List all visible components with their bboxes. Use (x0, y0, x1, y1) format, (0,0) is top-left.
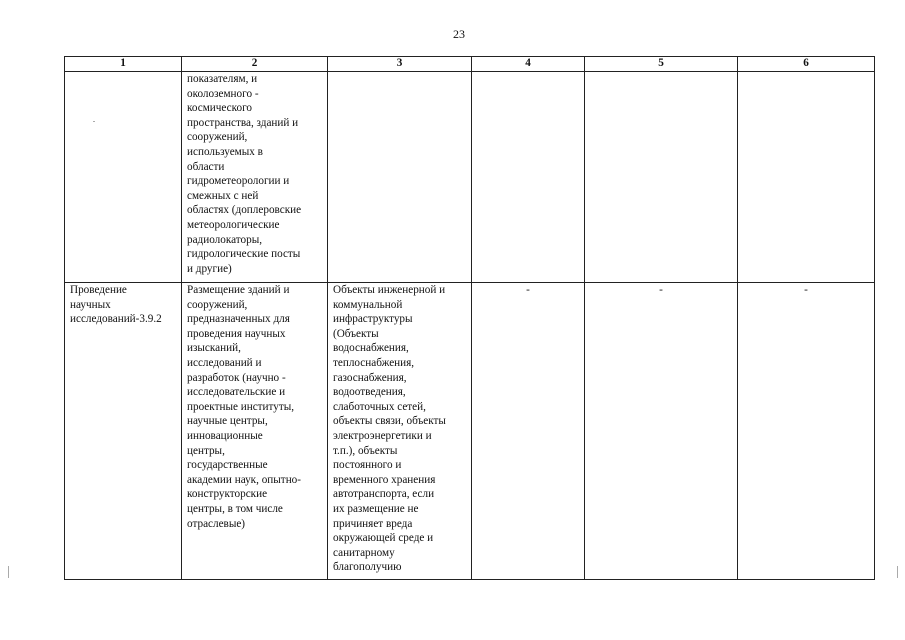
scan-speck (897, 566, 898, 578)
text-line: центры, (187, 444, 225, 457)
cell-use-name (65, 72, 182, 283)
text-line: радиолокаторы, (187, 233, 263, 246)
text-line: метеорологические (187, 218, 280, 231)
text-line: проведения научных (187, 327, 286, 340)
text-line: исследований-3.9.2 (70, 313, 162, 326)
text-line: государственные (187, 459, 268, 472)
text-line: центры, в том числе (187, 502, 283, 515)
header-col-6: 6 (738, 57, 875, 72)
text-line: электроэнергетики и (333, 429, 432, 442)
text-line: смежных с ней (187, 189, 259, 202)
text-line: показателям, и (187, 73, 258, 85)
text-line: сооружений, (187, 298, 248, 311)
text-line: временного хранения (333, 473, 436, 486)
text-line: проектные институты, (187, 400, 295, 413)
text-line: предназначенных для (187, 313, 290, 326)
scan-speck (8, 566, 9, 578)
text-line: окружающей среде и (333, 532, 434, 545)
text-line: научных (70, 298, 111, 311)
text-line: исследовательские и (187, 386, 286, 399)
text-line: областях (доплеровские (187, 204, 302, 217)
text-line: научные центры, (187, 415, 268, 428)
cell-col-6 (738, 72, 875, 283)
cell-auxiliary-uses (328, 72, 472, 283)
cell-col-4 (472, 72, 585, 283)
cell-use-name (65, 283, 182, 580)
text-line: санитарному (333, 546, 395, 559)
text-line: изысканий, (187, 342, 241, 355)
text-line: теплоснабжения, (333, 356, 415, 369)
header-col-2: 2 (182, 57, 328, 72)
cell-use-description (182, 283, 328, 580)
text-line: автотранспорта, если (333, 488, 435, 501)
text-line: Проведение (70, 284, 127, 296)
text-line: (Объекты (333, 327, 379, 340)
text-line: водоотведения, (333, 386, 406, 399)
header-col-5: 5 (585, 57, 738, 72)
text-line: причиняет вреда (333, 517, 413, 530)
land-use-table (64, 56, 875, 580)
text-line: околоземного - (187, 87, 259, 100)
header-row (65, 57, 875, 72)
text-line: отраслевые) (187, 517, 246, 530)
header-col-3: 3 (328, 57, 472, 72)
text-line: сооружений, (187, 131, 248, 144)
cell-col-6: - (738, 283, 875, 580)
page-number: 23 (453, 27, 465, 41)
cell-use-description (182, 72, 328, 283)
table-row (65, 72, 875, 283)
cell-auxiliary-uses (328, 283, 472, 580)
text-line: Размещение зданий и (187, 284, 290, 296)
text-line: академии наук, опытно- (187, 473, 302, 486)
text-line: пространства, зданий и (187, 116, 299, 129)
cell-col-5: - (585, 283, 738, 580)
text-line: водоснабжения, (333, 342, 409, 355)
text-line: области (187, 160, 225, 173)
text-line: их размещение не (333, 502, 419, 515)
text-line: благополучию (333, 561, 402, 574)
text-line: исследований и (187, 356, 262, 369)
text-line: слаботочных сетей, (333, 400, 426, 413)
text-line: т.п.), объекты (333, 444, 398, 457)
table-row (65, 283, 875, 580)
text-line: Объекты инженерной и (333, 284, 446, 296)
text-line: газоснабжения, (333, 371, 407, 384)
header-col-4: 4 (472, 57, 585, 72)
text-line: инфраструктуры (333, 313, 413, 326)
text-line: постоянного и (333, 459, 402, 472)
text-line: инновационные (187, 429, 263, 442)
text-line: и другие) (187, 262, 232, 275)
text-line: гидрометеорологии и (187, 175, 290, 188)
text-line: конструкторские (187, 488, 268, 501)
text-line: гидрологические посты (187, 248, 301, 261)
text-line: разработок (научно - (187, 371, 286, 384)
text-line: объекты связи, объекты (333, 415, 446, 428)
text-line: космического (187, 102, 252, 115)
text-line: используемых в (187, 145, 263, 158)
scan-speck (93, 121, 95, 122)
cell-col-5 (585, 72, 738, 283)
cell-col-4: - (472, 283, 585, 580)
text-line: коммунальной (333, 298, 403, 311)
header-col-1: 1 (65, 57, 182, 72)
